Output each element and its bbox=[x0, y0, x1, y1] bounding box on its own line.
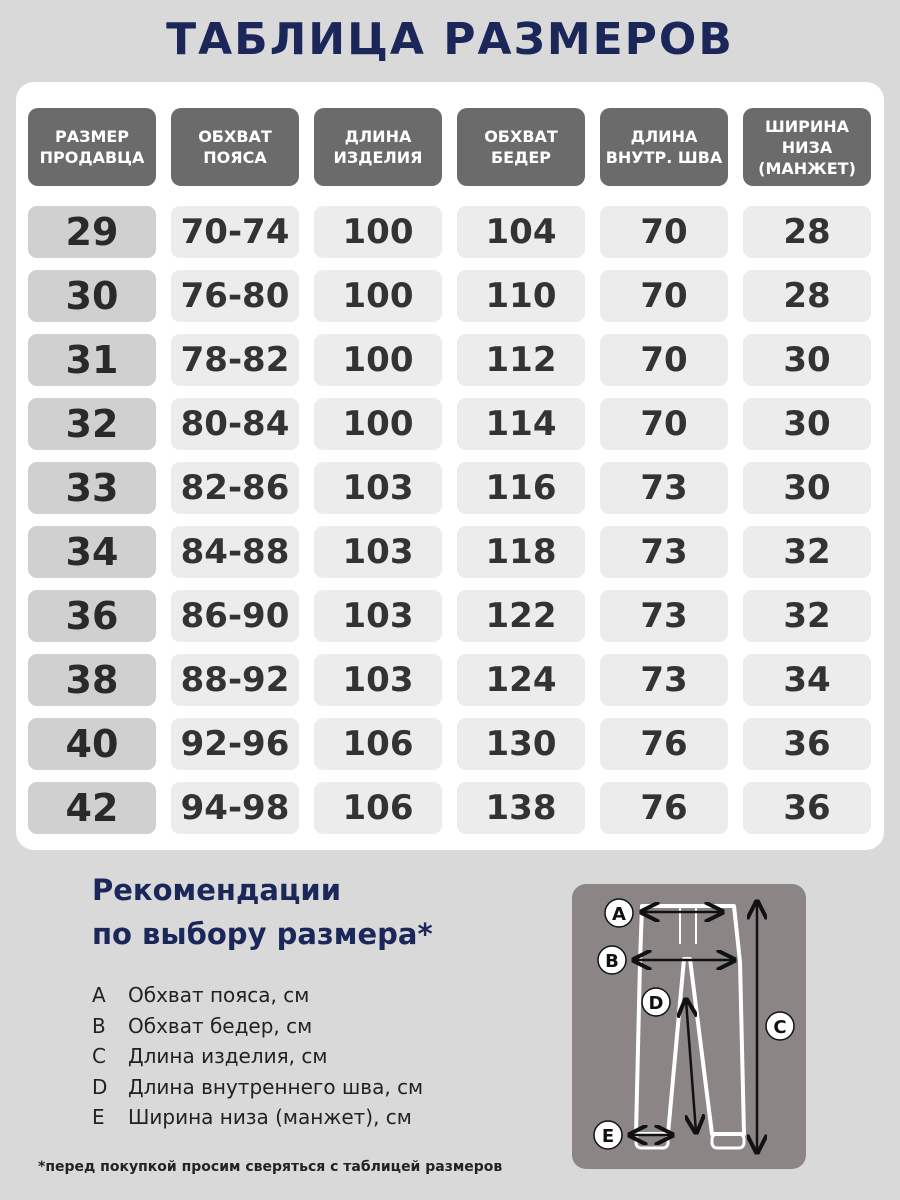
pants-measurement-diagram bbox=[572, 884, 806, 1169]
measurement-legend bbox=[92, 980, 423, 1133]
table-cell: 76-80 bbox=[171, 270, 299, 322]
diagram-label-e: E bbox=[601, 1126, 615, 1147]
table-cell: 106 bbox=[314, 782, 442, 834]
diagram-label-b: B bbox=[605, 951, 619, 972]
table-cell: 36 bbox=[743, 718, 871, 770]
legend-letter: E bbox=[92, 1105, 105, 1130]
legend-text: Ширина низа (манжет), см bbox=[128, 1105, 412, 1130]
label-e bbox=[594, 1121, 622, 1149]
size-cell: 34 bbox=[28, 526, 156, 578]
table-cell: 94-98 bbox=[171, 782, 299, 834]
table-cell: 103 bbox=[314, 462, 442, 514]
legend-item bbox=[92, 1011, 423, 1042]
size-cell: 30 bbox=[28, 270, 156, 322]
size-cell: 32 bbox=[28, 398, 156, 450]
table-cell: 28 bbox=[743, 270, 871, 322]
table-header-size: РАЗМЕР ПРОДАВЦА bbox=[28, 108, 156, 186]
table-cell: 84-88 bbox=[171, 526, 299, 578]
diagram-label-c: C bbox=[773, 1017, 787, 1038]
table-cell: 80-84 bbox=[171, 398, 299, 450]
size-cell: 36 bbox=[28, 590, 156, 642]
table-cell: 30 bbox=[743, 462, 871, 514]
table-cell: 116 bbox=[457, 462, 585, 514]
table-cell: 106 bbox=[314, 718, 442, 770]
legend-letter: D bbox=[92, 1074, 108, 1099]
legend-item bbox=[92, 1041, 423, 1072]
table-cell: 103 bbox=[314, 590, 442, 642]
table-cell: 118 bbox=[457, 526, 585, 578]
table-cell: 138 bbox=[457, 782, 585, 834]
inseam-arrow bbox=[686, 1000, 696, 1132]
table-header-length: ДЛИНА ИЗДЕЛИЯ bbox=[314, 108, 442, 186]
table-cell: 32 bbox=[743, 526, 871, 578]
legend-letter: B bbox=[92, 1013, 106, 1038]
size-cell: 40 bbox=[28, 718, 156, 770]
table-header-inseam: ДЛИНА ВНУТР. ШВА bbox=[600, 108, 728, 186]
table-cell: 78-82 bbox=[171, 334, 299, 386]
table-cell: 73 bbox=[600, 462, 728, 514]
table-cell: 73 bbox=[600, 654, 728, 706]
legend-item bbox=[92, 1102, 423, 1133]
table-cell: 32 bbox=[743, 590, 871, 642]
table-cell: 103 bbox=[314, 654, 442, 706]
size-cell: 38 bbox=[28, 654, 156, 706]
table-cell: 70-74 bbox=[171, 206, 299, 258]
legend-text: Обхват бедер, см bbox=[128, 1013, 313, 1038]
table-header-hips: ОБХВАТ БЕДЕР bbox=[457, 108, 585, 186]
table-cell: 70 bbox=[600, 270, 728, 322]
table-cell: 76 bbox=[600, 782, 728, 834]
recommendations-title: Рекомендации по выбору размера* bbox=[92, 873, 433, 951]
legend-item bbox=[92, 980, 423, 1011]
table-cell: 104 bbox=[457, 206, 585, 258]
table-cell: 112 bbox=[457, 334, 585, 386]
table-cell: 36 bbox=[743, 782, 871, 834]
table-cell: 92-96 bbox=[171, 718, 299, 770]
size-cell: 42 bbox=[28, 782, 156, 834]
table-cell: 124 bbox=[457, 654, 585, 706]
table-cell: 28 bbox=[743, 206, 871, 258]
table-cell: 76 bbox=[600, 718, 728, 770]
table-header-cuff: ШИРИНА НИЗА (МАНЖЕТ) bbox=[743, 108, 871, 186]
legend-text: Длина изделия, см bbox=[128, 1044, 328, 1069]
label-c bbox=[766, 1012, 794, 1040]
table-cell: 114 bbox=[457, 398, 585, 450]
legend-text: Обхват пояса, см bbox=[128, 983, 310, 1008]
size-table bbox=[16, 82, 884, 850]
table-cell: 88-92 bbox=[171, 654, 299, 706]
legend-letter: C bbox=[92, 1044, 106, 1069]
page-title: ТАБЛИЦА РАЗМЕРОВ bbox=[166, 14, 734, 65]
table-header-waist: ОБХВАТ ПОЯСА bbox=[171, 108, 299, 186]
label-a bbox=[605, 899, 633, 927]
table-cell: 110 bbox=[457, 270, 585, 322]
table-cell: 70 bbox=[600, 206, 728, 258]
label-b bbox=[598, 946, 626, 974]
label-d bbox=[642, 988, 670, 1016]
table-cell: 100 bbox=[314, 334, 442, 386]
table-cell: 100 bbox=[314, 206, 442, 258]
table-cell: 130 bbox=[457, 718, 585, 770]
table-cell: 30 bbox=[743, 334, 871, 386]
table-cell: 34 bbox=[743, 654, 871, 706]
table-cell: 73 bbox=[600, 526, 728, 578]
size-cell: 33 bbox=[28, 462, 156, 514]
table-cell: 73 bbox=[600, 590, 728, 642]
legend-text: Длина внутреннего шва, см bbox=[128, 1074, 424, 1099]
table-cell: 30 bbox=[743, 398, 871, 450]
pants-diagram-svg bbox=[572, 884, 806, 1169]
diagram-label-a: A bbox=[612, 904, 626, 925]
table-cell: 103 bbox=[314, 526, 442, 578]
diagram-label-d: D bbox=[648, 993, 664, 1014]
pants-outline bbox=[636, 906, 744, 1148]
table-cell: 100 bbox=[314, 398, 442, 450]
table-cell: 82-86 bbox=[171, 462, 299, 514]
table-cell: 100 bbox=[314, 270, 442, 322]
legend-letter: A bbox=[92, 983, 106, 1008]
table-cell: 70 bbox=[600, 398, 728, 450]
size-cell: 29 bbox=[28, 206, 156, 258]
legend-item bbox=[92, 1072, 423, 1103]
size-cell: 31 bbox=[28, 334, 156, 386]
table-cell: 122 bbox=[457, 590, 585, 642]
table-cell: 70 bbox=[600, 334, 728, 386]
footnote: *перед покупкой просим сверяться с таблицей размеров bbox=[38, 1159, 503, 1175]
table-cell: 86-90 bbox=[171, 590, 299, 642]
